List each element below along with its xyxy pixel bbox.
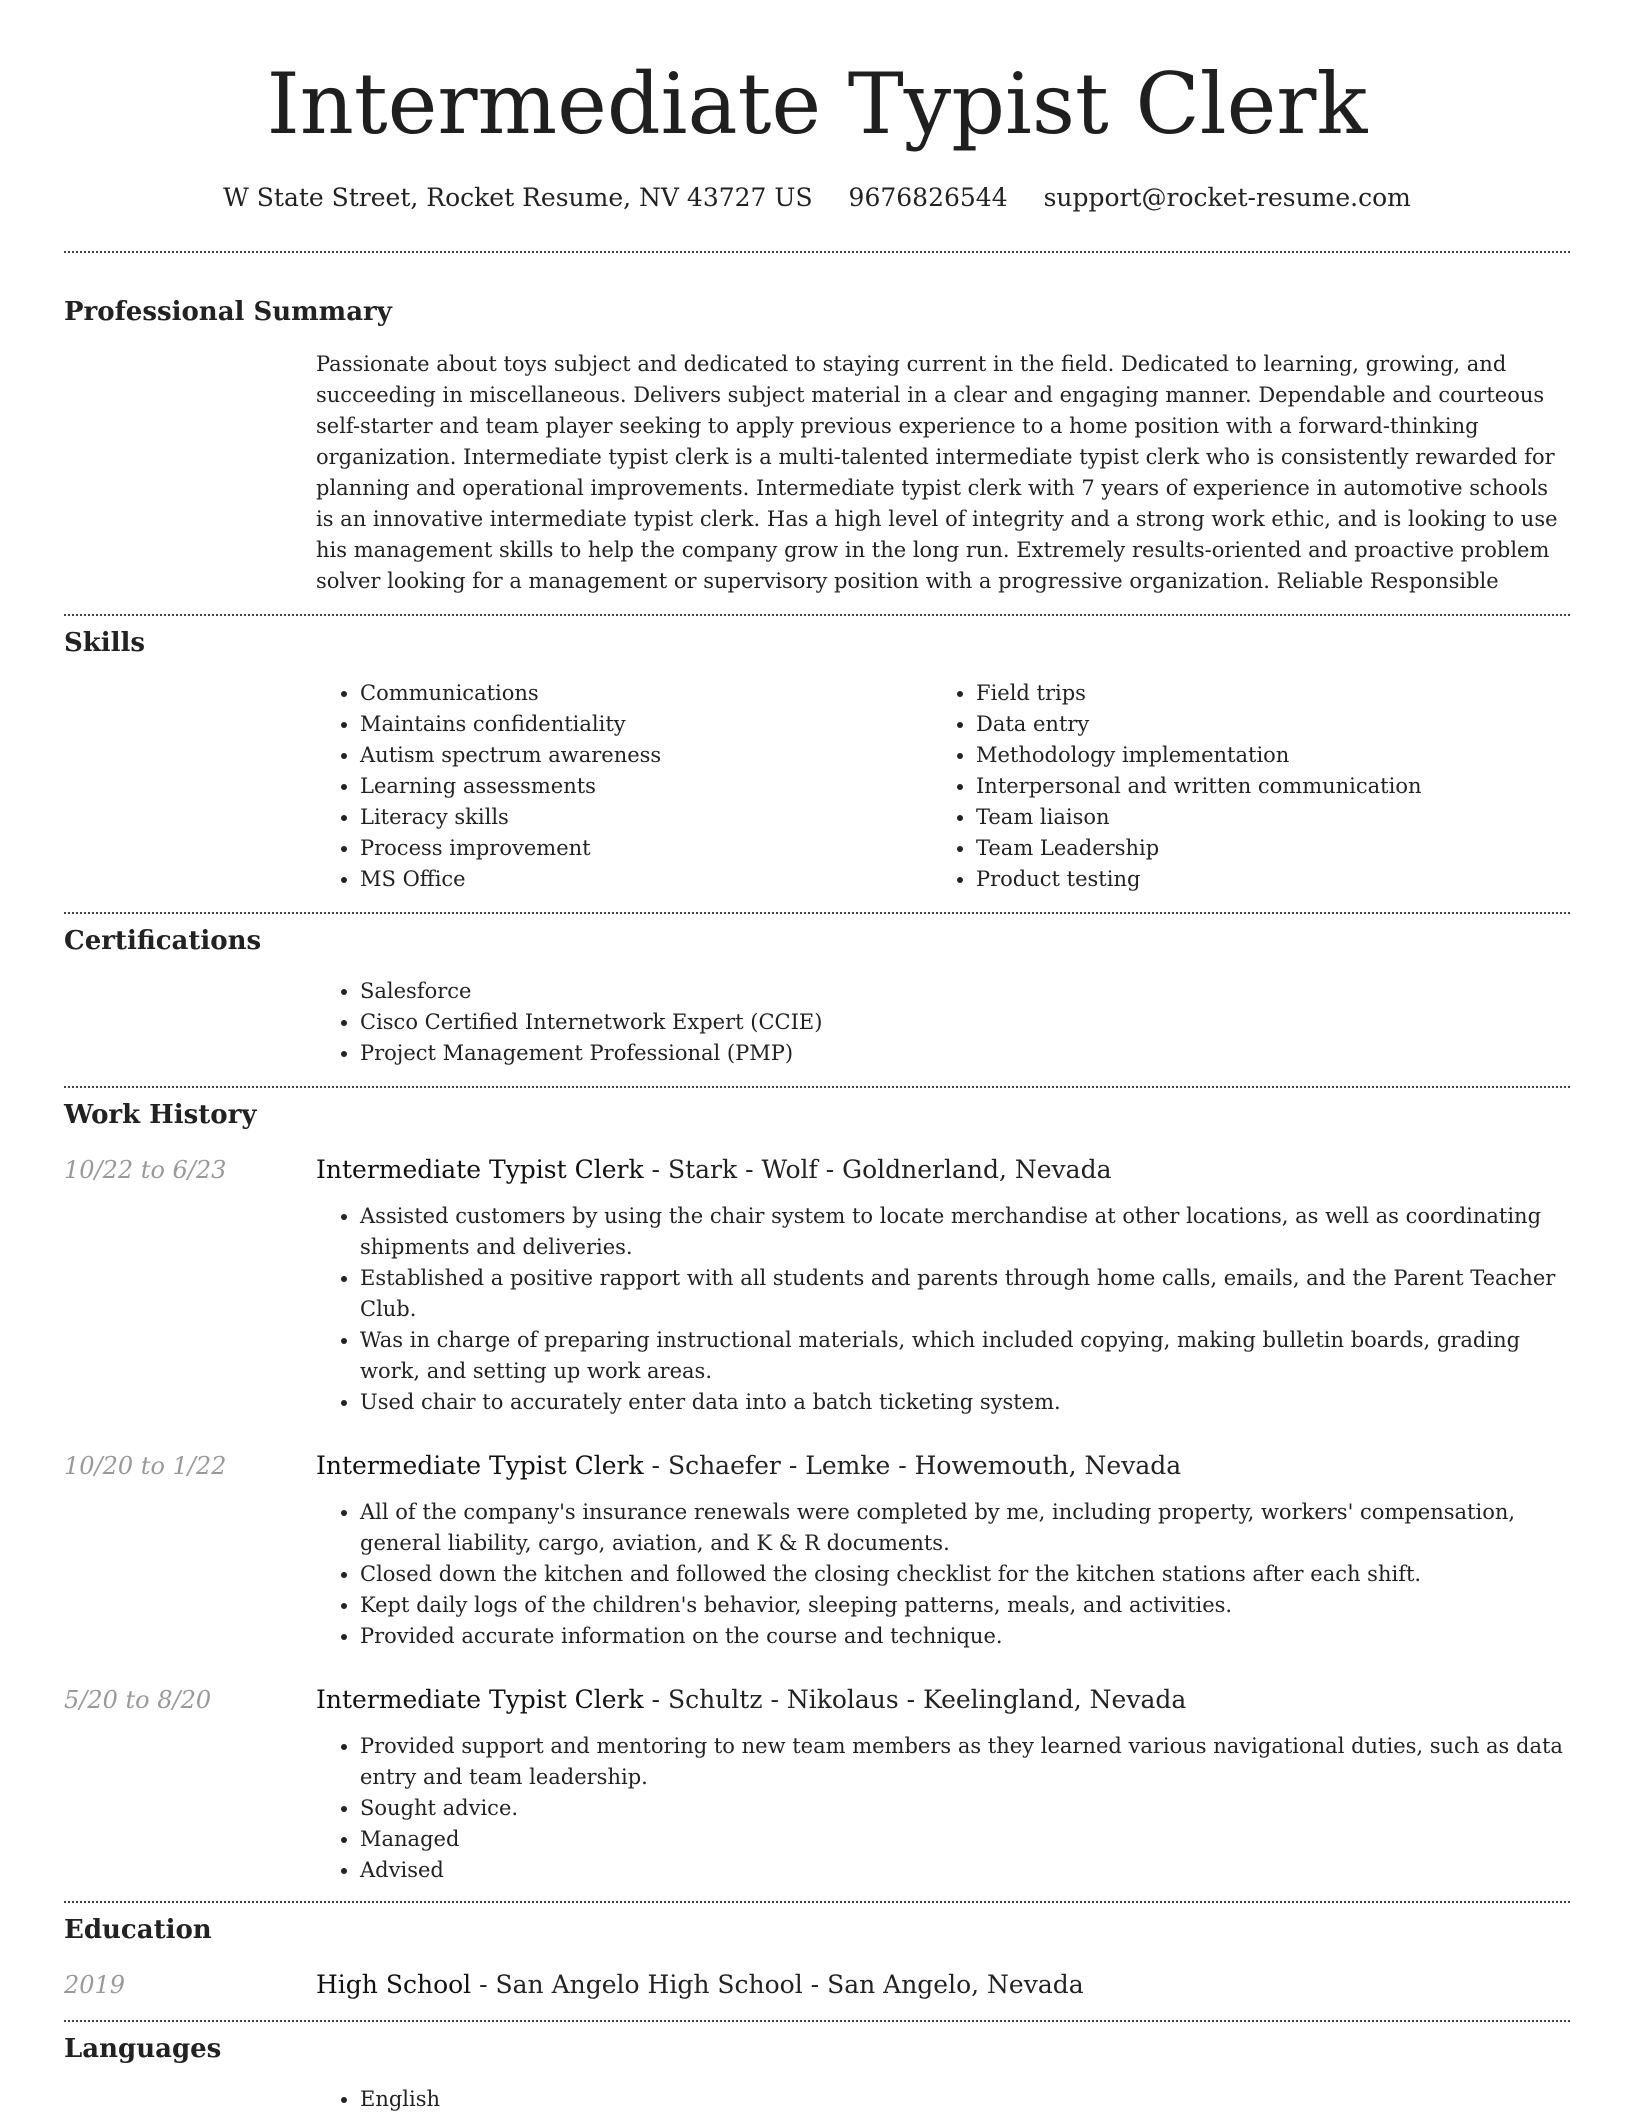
skill-item: • Product testing	[976, 864, 1548, 895]
phone: 9676826544	[848, 183, 1008, 212]
languages-list	[316, 2084, 1570, 2115]
contact-line	[64, 180, 1570, 216]
skill-item: • Methodology implementation	[976, 740, 1548, 771]
job-details: - Stark - Wolf - Goldnerland, Nevada	[643, 1155, 1112, 1184]
skill-item: • Data entry	[976, 709, 1548, 740]
divider	[64, 1086, 1570, 1088]
duty-item: • Provided support and mentoring to new team members as they learned various navigational duties, such as data entry and team leadership.	[360, 1731, 1570, 1793]
duty-item: • Used chair to accurately enter data into a batch ticketing system.	[360, 1387, 1570, 1418]
job-entry	[64, 1448, 1570, 1652]
skill-item: • Communications	[360, 678, 932, 709]
resume-page	[64, 0, 1570, 2115]
job-role: Intermediate Typist Clerk	[316, 1155, 644, 1184]
job-title	[316, 1682, 1186, 1718]
education-year: 2019	[64, 1971, 126, 1999]
duty-item: • Established a positive rapport with all students and parents through home calls, emails, and the Parent Teacher Club.	[360, 1263, 1570, 1325]
skills-column-right	[932, 678, 1548, 895]
certification-item: • Salesforce	[360, 976, 1570, 1007]
job-dates: 10/22 to 6/23	[64, 1156, 227, 1184]
divider	[64, 1901, 1570, 1903]
job-dates: 5/20 to 8/20	[64, 1686, 212, 1714]
education-details: - San Angelo High School - San Angelo, Nevada	[471, 1970, 1084, 1999]
skills-grid	[316, 678, 1570, 895]
job-details: - Schaefer - Lemke - Howemouth, Nevada	[643, 1451, 1182, 1480]
section-title-education: Education	[64, 1915, 212, 1945]
email: support@rocket-resume.com	[1043, 183, 1411, 212]
skill-item: • Team Leadership	[976, 833, 1548, 864]
certifications-list	[316, 976, 1570, 1069]
certification-item: • Project Management Professional (PMP)	[360, 1038, 1570, 1069]
summary-text: Passionate about toys subject and dedicated to staying current in the field. Dedicated to learning, growing, and succeeding in miscellaneous. Delivers subject material in a clear and engaging manner. Dependable and courteous self-starter and team player seeking to apply previous experience to a home position with a forward-thinking organization. Intermediate typist clerk is a multi-talented intermediate typist clerk who is consistently rewarded for planning and operational improvements. Intermediate typist clerk with 7 years of experience in automotive schools is an innovative intermediate typist clerk. Has a high level of integrity and a strong work ethic, and is looking to use his management skills to help the company grow in the long run. Extremely results-oriented and proactive problem solver looking for a management or supervisory position with a progressive organization. Reliable Responsible	[316, 352, 1558, 593]
skills-column-left	[316, 678, 932, 895]
skill-item: • Process improvement	[360, 833, 932, 864]
section-title-skills: Skills	[64, 628, 146, 658]
divider	[64, 614, 1570, 616]
skill-item: • Maintains confidentiality	[360, 709, 932, 740]
duty-item: • Managed	[360, 1824, 1570, 1855]
duty-item: • All of the company's insurance renewals were completed by me, including property, workers' compensation, general liability, cargo, aviation, and K & R documents.	[360, 1497, 1570, 1559]
duty-item: • Kept daily logs of the children's behavior, sleeping patterns, meals, and activities.	[360, 1590, 1570, 1621]
skill-item: • Interpersonal and written communication	[976, 771, 1548, 802]
skill-item: • MS Office	[360, 864, 932, 895]
job-role: Intermediate Typist Clerk	[316, 1685, 644, 1714]
job-title	[316, 1152, 1111, 1188]
duty-item: • Advised	[360, 1855, 1570, 1886]
certification-item: • Cisco Certified Internetwork Expert (CCIE)	[360, 1007, 1570, 1038]
divider	[64, 251, 1570, 253]
section-title-certifications: Certifications	[64, 926, 262, 956]
skill-item: • Literacy skills	[360, 802, 932, 833]
job-entry	[64, 1152, 1570, 1418]
job-duties	[316, 1201, 1570, 1418]
education-degree: High School	[316, 1970, 472, 1999]
skill-item: • Autism spectrum awareness	[360, 740, 932, 771]
education-entry	[64, 1967, 1570, 2003]
duty-item: • Assisted customers by using the chair system to locate merchandise at other locations, as well as coordinating shipments and deliveries.	[360, 1201, 1570, 1263]
skill-item: • Learning assessments	[360, 771, 932, 802]
skill-item: • Team liaison	[976, 802, 1548, 833]
skill-item: • Field trips	[976, 678, 1548, 709]
divider	[64, 2020, 1570, 2022]
duty-item: • Sought advice.	[360, 1793, 1570, 1824]
address: W State Street, Rocket Resume, NV 43727 US	[223, 183, 813, 212]
section-title-work-history: Work History	[64, 1100, 257, 1130]
job-details: - Schultz - Nikolaus - Keelingland, Nevada	[643, 1685, 1187, 1714]
language-item: • English	[360, 2084, 1570, 2115]
job-entry	[64, 1682, 1570, 1886]
job-title	[316, 1448, 1181, 1484]
duty-item: • Provided accurate information on the course and technique.	[360, 1621, 1570, 1652]
job-role: Intermediate Typist Clerk	[316, 1451, 644, 1480]
job-duties	[316, 1731, 1570, 1886]
section-title-languages: Languages	[64, 2034, 222, 2064]
education-title	[316, 1967, 1084, 2003]
job-dates: 10/20 to 1/22	[64, 1452, 227, 1480]
divider	[64, 912, 1570, 914]
duty-item: • Closed down the kitchen and followed the closing checklist for the kitchen stations after each shift.	[360, 1559, 1570, 1590]
candidate-name: Intermediate Typist Clerk	[266, 55, 1368, 153]
duty-item: • Was in charge of preparing instructional materials, which included copying, making bulletin boards, grading work, and setting up work areas.	[360, 1325, 1570, 1387]
job-duties	[316, 1497, 1570, 1652]
section-title-summary: Professional Summary	[64, 297, 392, 327]
